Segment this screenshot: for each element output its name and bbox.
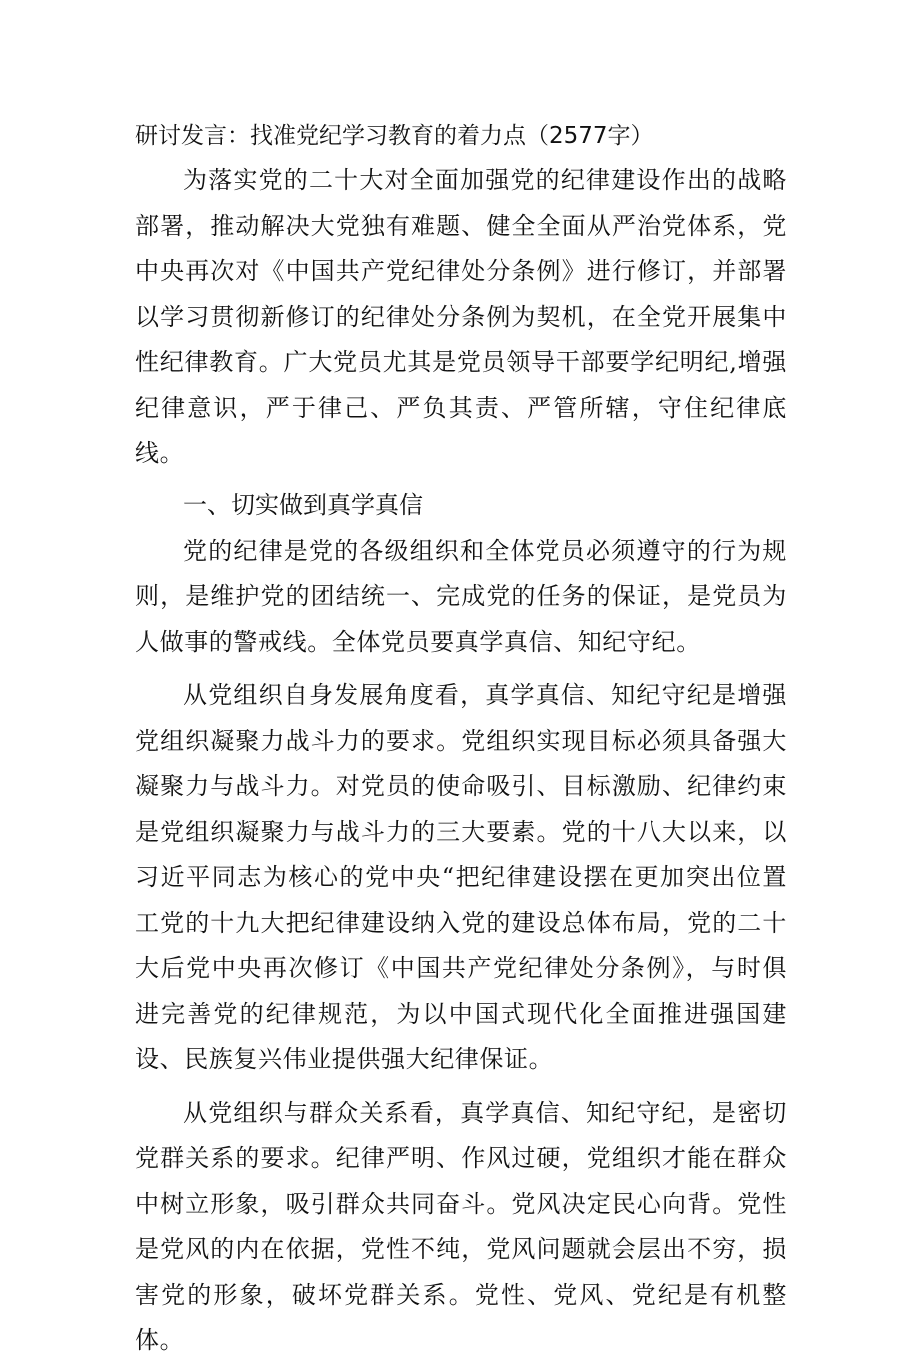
section-paragraph-3: 从党组织与群众关系看，真学真信、知纪守纪，是密切党群关系的要求。纪律严明、作风过硬，党组织才能在群众中树立形象，吸引群众共同奋斗。党风决定民心向背。党性是党风的内在依据，党性不纯，党风问题就会层出不穷，损害党的形象，破坏党群关系。党性、党风、党纪是有机整体。 xyxy=(135,1098,787,1354)
section-paragraph-2: 从党组织自身发展角度看，真学真信、知纪守纪是增强党组织凝聚力战斗力的要求。党组织实现目标必须具备强大凝聚力与战斗力。对党员的使命吸引、目标激励、纪律约束是党组织凝聚力与战斗力的三大要素。党的十八大以来，以习近平同志为核心的党中央“把纪律建设摆在更加突出位置工党的十九大把纪律建设纳入党的建设总体布局，党的二十大后党中央再次修订《中国共产党纪律处分条例》，与时俱进完善党的纪律规范，为以中国式现代化全面推进强国建设、民族复兴伟业提供强大纪律保证。 xyxy=(135,681,787,1073)
intro-paragraph: 为落实党的二十大对全面加强党的纪律建设作出的战略部署，推动解决大党独有难题、健全全面从严治党体系，党中央再次对《中国共产党纪律处分条例》进行修订，并部署以学习贯彻新修订的纪律处分条例为契机，在全党开展集中性纪律教育。广大党员尤其是党员领导干部要学纪明纪,增强纪律意识，严于律己、严负其责、严管所辖，守住纪律底线。 xyxy=(135,166,787,467)
document-body xyxy=(135,118,787,1372)
section-paragraph-1: 党的纪律是党的各级组织和全体党员必须遵守的行为规则，是维护党的团结统一、完成党的任务的保证，是党员为人做事的警戒线。全体党员要真学真信、知纪守纪。 xyxy=(135,536,787,656)
document-title: 研讨发言：找准党纪学习教育的着力点（2577字） xyxy=(135,123,654,149)
section-heading: 一、切实做到真学真信 xyxy=(183,490,423,519)
